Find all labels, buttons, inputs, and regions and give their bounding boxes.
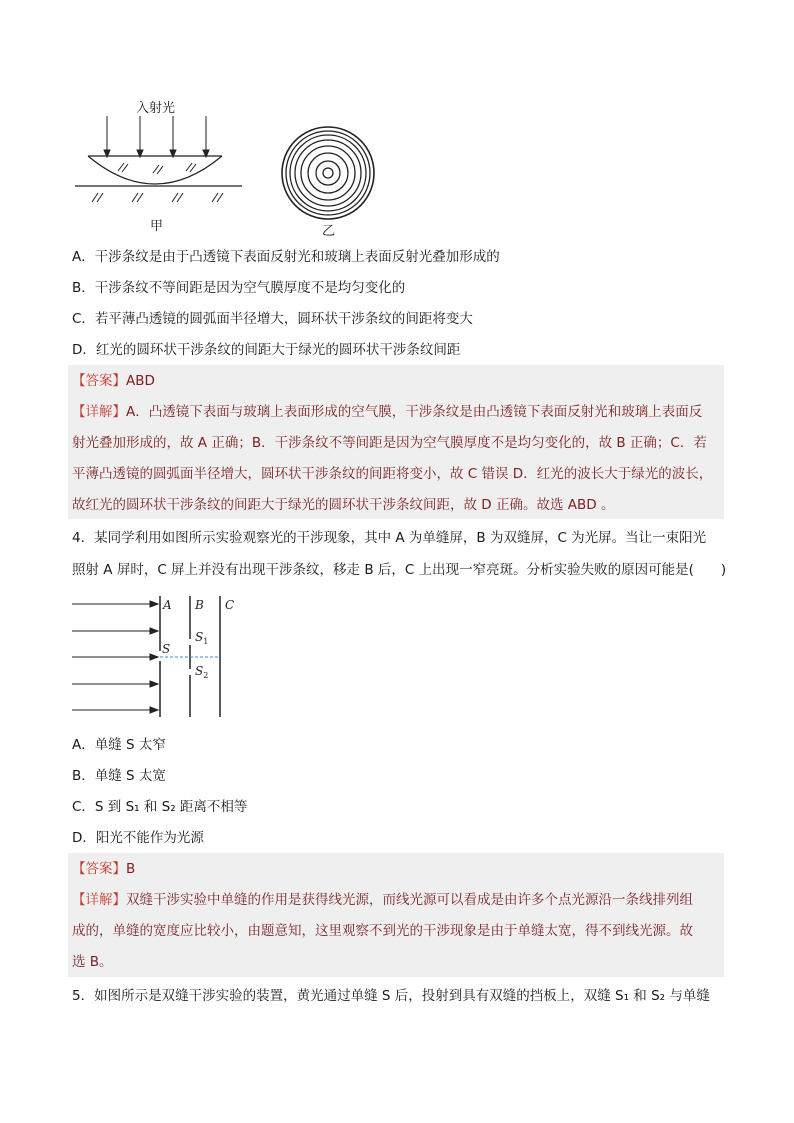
q4-answer-box xyxy=(68,853,724,977)
answer-label: 【答案】 xyxy=(72,373,126,389)
answer-value: ABD xyxy=(126,373,155,389)
q4-option-c: C．S 到 S₁ 和 S₂ 距离不相等 xyxy=(72,799,248,815)
q3-option-a: A．干涉条纹是由于凸透镜下表面反射光和玻璃上表面反射光叠加形成的 xyxy=(72,249,500,265)
label-a: A xyxy=(163,598,172,612)
q4-detail-line-1 xyxy=(72,890,720,910)
answer-value: B xyxy=(126,861,136,877)
q3-option-c: C．若平薄凸透镜的圆弧面半径增大，圆环状干涉条纹的间距将变大 xyxy=(72,311,473,327)
q4-option-a: A．单缝 S 太窄 xyxy=(72,737,166,753)
label-s1: $S_1$ xyxy=(195,630,209,646)
glass-plate-hatching xyxy=(70,188,250,208)
figure-a-label: 甲 xyxy=(150,219,164,234)
incident-light-label: 入射光 xyxy=(136,101,176,116)
q3-detail-line-1 xyxy=(72,402,720,422)
detail-text: A．凸透镜下表面与玻璃上表面形成的空气膜，干涉条纹是由凸透镜下表面反射光和玻璃上表面反 xyxy=(126,404,703,420)
label-s: S xyxy=(162,642,171,656)
label-b: B xyxy=(195,598,204,612)
detail-label: 【详解】 xyxy=(72,404,126,420)
q4-stem-line-2: 照射 A 屏时，C 屏上并没有出现干涉条纹，移走 B 后，C 上出现一窄亮斑。分析实验失败的原因可能是( ) xyxy=(72,562,727,578)
detail-label: 【详解】 xyxy=(72,892,126,908)
q3-option-b: B．干涉条纹不等间距是因为空气膜厚度不是均匀变化的 xyxy=(72,280,406,296)
newton-rings-diagram xyxy=(280,125,376,221)
q4-option-b: B．单缝 S 太宽 xyxy=(72,768,166,784)
double-slit-diagram xyxy=(70,593,250,721)
q4-detail-line-2: 成的，单缝的宽度应比较小，由题意知，这里观察不到光的干涉现象是由于单缝太宽，得不到线光源。故 xyxy=(72,923,693,939)
label-s2: $S_2$ xyxy=(195,664,209,680)
q4-option-d: D．阳光不能作为光源 xyxy=(72,830,204,846)
q3-option-d: D．红光的圆环状干涉条纹的间距大于绿光的圆环状干涉条纹间距 xyxy=(72,342,461,358)
q4-stem-line-1: 4．某同学利用如图所示实验观察光的干涉现象，其中 A 为单缝屏，B 为双缝屏，C 为光屏。当让一束阳光 xyxy=(72,530,707,546)
q3-answer-box xyxy=(68,365,724,519)
answer-label: 【答案】 xyxy=(72,861,126,877)
figure-lens-interference xyxy=(70,92,390,242)
lens-diagram xyxy=(70,114,250,194)
q3-detail-line-2: 射光叠加形成的，故 A 正确；B．干涉条纹不等间距是因为空气膜厚度不是均匀变化的，故 B 正确；C．若 xyxy=(72,435,707,451)
q4-answer xyxy=(72,859,135,879)
q4-detail-line-3: 选 B。 xyxy=(72,954,113,970)
detail-text: 双缝干涉实验中单缝的作用是获得线光源，而线光源可以看成是由许多个点光源沿一条线排列组 xyxy=(126,892,693,908)
q3-detail-line-4: 故红光的圆环状干涉条纹的间距大于绿光的圆环状干涉条纹间距，故 D 正确。故选 ABD 。 xyxy=(72,497,615,513)
figure-b-label: 乙 xyxy=(322,224,336,239)
label-c: C xyxy=(225,598,235,612)
q3-answer xyxy=(72,371,155,391)
q3-detail-line-3: 平薄凸透镜的圆弧面半径增大，圆环状干涉条纹的间距将变小，故 C 错误 D．红光的波长大于绿光的波长， xyxy=(72,466,713,482)
q5-stem-line-1: 5．如图所示是双缝干涉实验的装置，黄光通过单缝 S 后，投射到具有双缝的挡板上，双缝 S₁ 和 S₂ 与单缝 xyxy=(72,988,710,1004)
